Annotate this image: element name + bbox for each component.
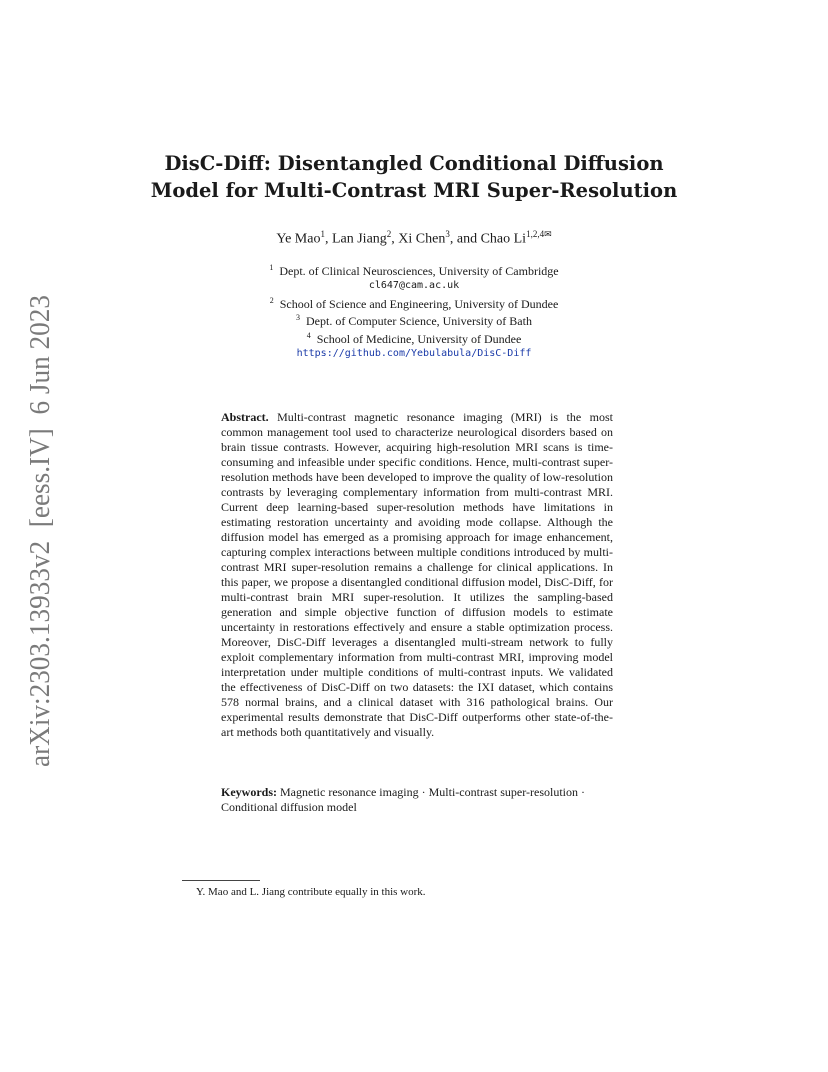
github-link[interactable]: https://github.com/Yebulabula/DisC-Diff xyxy=(296,347,532,359)
affiliation-4 xyxy=(0,329,828,347)
abstract xyxy=(221,410,613,740)
keywords-text: Magnetic resonance imaging · Multi-contrast super-resolution · Conditional diffusion model xyxy=(221,785,586,814)
abstract-label: Abstract. xyxy=(221,410,269,424)
footnote: Y. Mao and L. Jiang contribute equally in this work. xyxy=(196,886,426,898)
affiliation-1 xyxy=(0,261,828,279)
author-separator: , xyxy=(391,231,399,247)
affiliation-2 xyxy=(0,294,828,312)
title-line-2: Model for Multi-Contrast MRI Super-Resolution xyxy=(150,179,678,202)
affiliations xyxy=(0,261,828,362)
author-name: Chao Li xyxy=(480,231,527,247)
contact-email[interactable]: cl647@cam.ac.uk xyxy=(368,279,460,291)
author-separator: , and xyxy=(449,231,481,247)
affil-text: Dept. of Clinical Neurosciences, University of Cambridge xyxy=(279,264,559,278)
keywords xyxy=(221,785,623,815)
author-affil-sup: 2 xyxy=(386,229,392,239)
abstract-text: Multi-contrast magnetic resonance imaging (MRI) is the most common management tool used to characterize neurological disorders based on brain tissue contrasts. However, acquiring high-resolution MRI scans is time-consuming and infeasible under specific conditions. Hence, multi-contrast super-resolution methods have been developed to improve the quality of low-resolution contrasts by leveraging complementary information from multi-contrast MRI. Current deep learning-based super-resolution methods have limitations in estimating restoration uncertainty and avoiding mode collapse. Although the diffusion model has emerged as a promising approach for image enhancement, capturing complex interactions between multiple conditions introduced by multi-contrast MRI super-resolution remains a challenge for clinical applications. In this paper, we propose a disentangled conditional diffusion model, DisC-Diff, for multi-contrast brain MRI super-resolution. It utilizes the sampling-based generation and simple objective function of diffusion models to estimate uncertainty in restorations effectively and ensure a stable optimization process. Moreover, DisC-Diff leverages a disentangled multi-stream network to fully exploit complementary information from multi-contrast MRI, improving model interpretation under multiple conditions of multi-contrast inputs. We validated the effectiveness of DisC-Diff on two datasets: the IXI dataset, which contains 578 normal brains, and a clinical dataset with 316 pathological brains. Our experimental results demonstrate that DisC-Diff outperforms other state-of-the-art methods both quantitatively and visually. xyxy=(221,410,613,739)
author-list xyxy=(0,229,828,248)
affil-sup: 2 xyxy=(269,295,274,305)
author-name: Lan Jiang xyxy=(331,231,387,247)
affil-text: Dept. of Computer Science, University of Bath xyxy=(306,314,532,329)
arxiv-side-identifier xyxy=(19,295,59,767)
affil-text: School of Medicine, University of Dundee xyxy=(316,332,522,347)
affil-sup: 1 xyxy=(269,263,274,272)
author-affil-sup: 1,2,4✉ xyxy=(526,229,552,239)
author-name: Xi Chen xyxy=(398,231,446,247)
affiliation-3 xyxy=(0,311,828,329)
author-name: Ye Mao xyxy=(276,231,321,247)
affil-text: School of Science and Engineering, University of Dundee xyxy=(279,296,559,311)
keywords-label: Keywords: xyxy=(221,785,277,799)
arxiv-id-text: arXiv:2303.13933v2 [eess.IV] 6 Jun 2023 xyxy=(25,295,56,767)
footnote-rule xyxy=(182,880,260,881)
title-line-1: DisC-Diff: Disentangled Conditional Diffusion xyxy=(164,152,664,175)
author-affil-sup: 3 xyxy=(445,229,450,239)
affil-sup: 3 xyxy=(296,313,301,323)
author-affil-sup: 1 xyxy=(320,229,325,239)
author-separator: , xyxy=(324,231,332,247)
paper-title xyxy=(0,150,828,204)
affil-sup: 4 xyxy=(306,331,311,341)
